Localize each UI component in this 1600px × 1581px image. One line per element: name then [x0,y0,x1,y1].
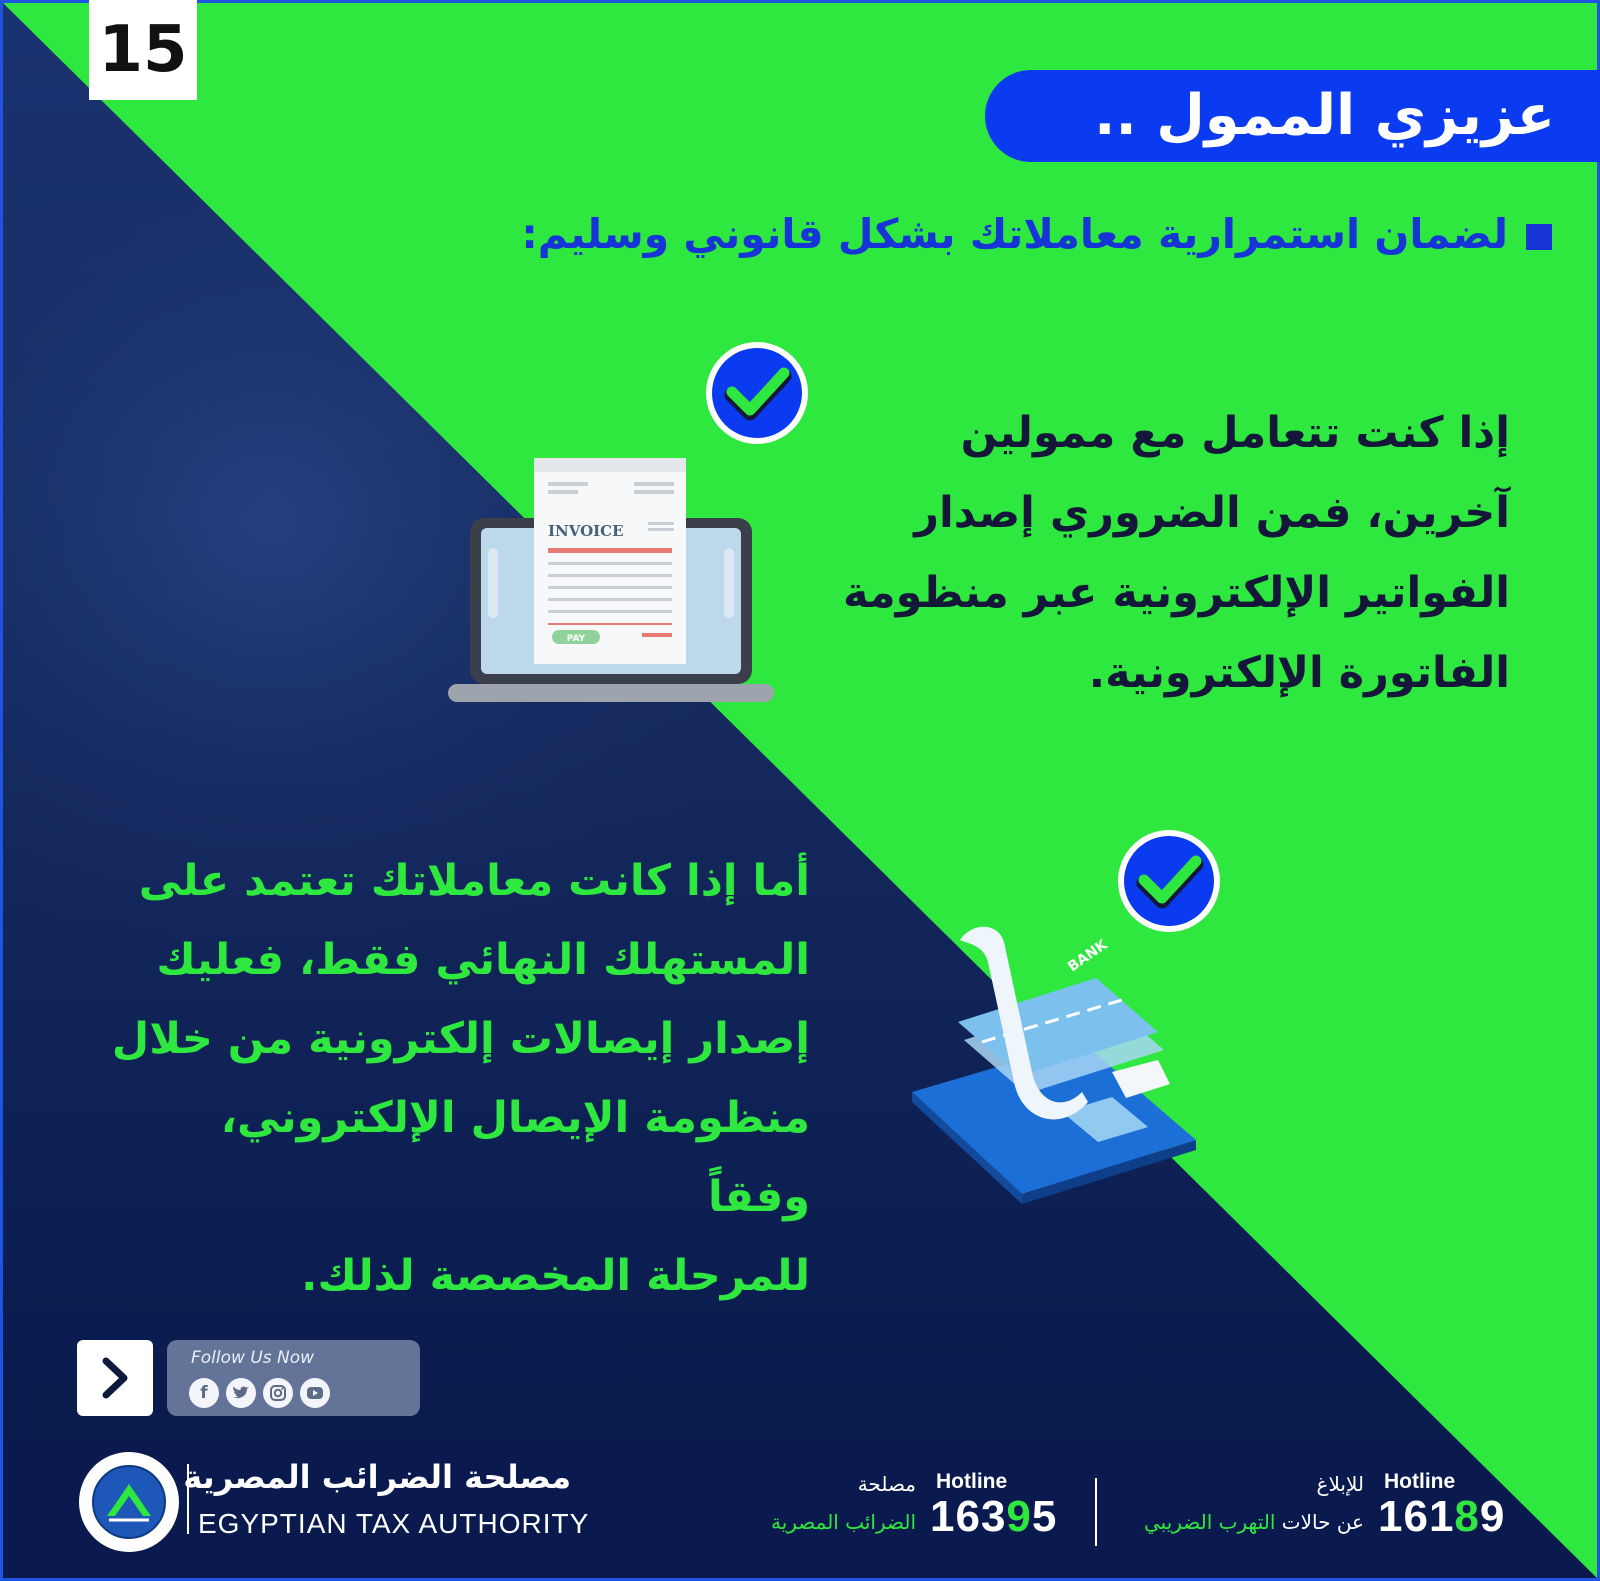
follow-us-label: Follow Us Now [191,1348,315,1368]
point-1-text: إذا كنت تتعامل مع ممولين آخرين، فمن الضروري إصدار الفواتير الإلكترونية عبر منظومة الفاتورة الإلكترونية. [842,408,1510,698]
check-badge-icon [1116,828,1222,934]
org-name-en: EGYPTIAN TAX AUTHORITY [198,1508,590,1539]
org-name-ar: مصلحة الضرائب المصرية [183,1458,571,1496]
twitter-icon[interactable] [226,1378,256,1408]
social-icons [189,1378,330,1408]
subtitle-text: لضمان استمرارية معاملاتك بشكل قانوني وسليم: [521,210,1508,258]
bank-receipt-illustration [912,922,1198,1218]
hotline-1-number: 16395 [930,1492,1058,1541]
hotline-1-label: Hotline [936,1470,1008,1493]
bullet-square-icon [1526,224,1552,250]
title-text: عزيزي الممول .. [1094,83,1555,148]
hotline-1-ar-line2: الضرائب المصرية [770,1510,916,1534]
chevron-right-icon [92,1355,138,1401]
facebook-icon[interactable]: f [189,1378,219,1408]
page-number: 15 [89,0,197,100]
follow-us-panel [167,1340,420,1416]
youtube-icon[interactable] [300,1378,330,1408]
hotline-divider [1095,1478,1097,1546]
next-arrow-button[interactable] [77,1340,153,1416]
point-2-text: أما إذا كانت معاملاتك تعتمد على المستهلك النهائي فقط، فعليك إصدار إيصالات إلكترونية من خلال منظومة الإيصال الإلكتروني، وفقاً للمرحلة المخصصة لذلك. [111,856,810,1301]
bank-label: BANK [1065,936,1111,976]
tax-authority-logo [77,1450,181,1554]
invoice-label: INVOICE [548,522,624,540]
hotline-2-label: Hotline [1384,1470,1456,1493]
footer [0,1440,1600,1581]
pay-label: PAY [566,634,586,644]
hotline-2-ar-line2: عن حالات التهرب الضريبي [1143,1510,1364,1534]
invoice-laptop-illustration [448,458,774,708]
title-banner [985,70,1600,162]
hotline-2-ar-line1: للإبلاغ [1316,1472,1364,1496]
hotline-2-number: 16189 [1378,1492,1506,1541]
instagram-icon[interactable] [263,1378,293,1408]
hotline-1-ar-line1: مصلحة [857,1472,916,1496]
subtitle [402,210,1552,258]
